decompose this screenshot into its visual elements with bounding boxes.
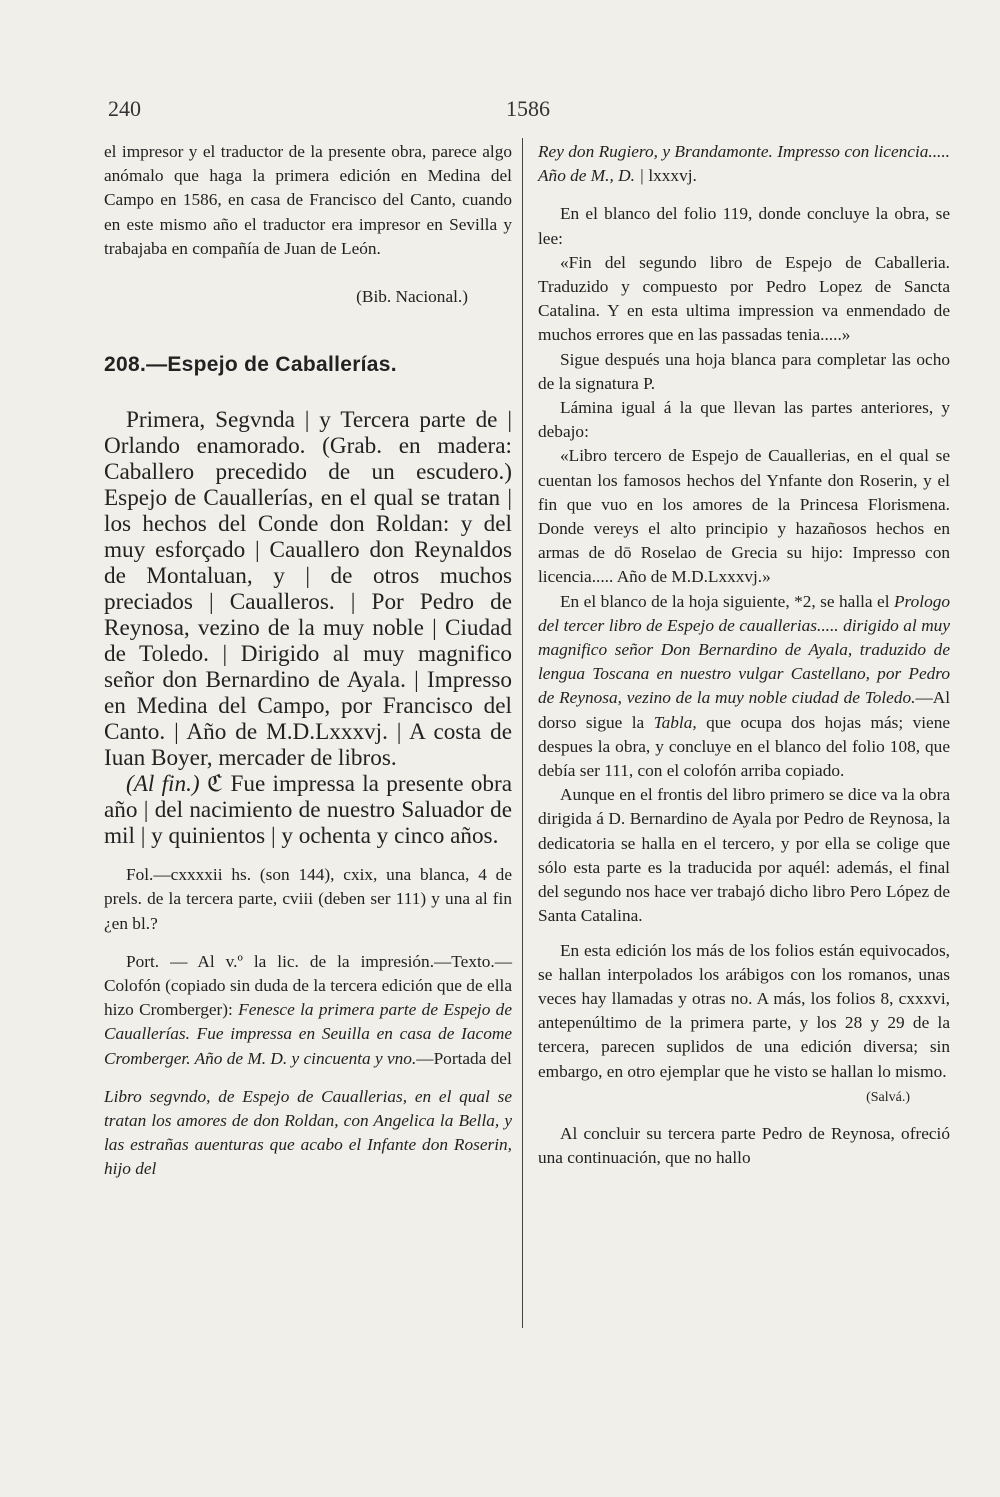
paragraph-folio-119: En el blanco del folio 119, donde concluye la obra, se lee: bbox=[538, 204, 950, 248]
cromberger-colophon: Fenesce la primera parte de Espejo de Cauallerías. Fue impressa en Seuilla en casa de Iacome Cromberger. Año de M. D. y cincuenta y vno. bbox=[104, 1000, 512, 1068]
port-tail: —Portada del bbox=[416, 1048, 512, 1068]
paragraph-prologo bbox=[538, 590, 950, 784]
left-column bbox=[104, 140, 512, 1182]
port-description bbox=[104, 950, 512, 1071]
title-continuation bbox=[538, 140, 950, 188]
bib-nacional-citation: (Bib. Nacional.) bbox=[356, 287, 468, 307]
paragraph-lamina: Lámina igual á la que llevan las partes anteriores, y debajo: bbox=[538, 398, 950, 442]
paragraph-frontis: Aunque en el frontis del libro primero se dice va la obra dirigida á D. Bernardino de Ayala por Pedro de Reynosa, la dedicatoria se halla en el tercero, y por ella se colige que sólo esta parte es la traducida por aquél: además, el final del segundo nos hace ver trabajó dicho libro Pero López de Santa Catalina. bbox=[538, 785, 950, 926]
colophon-text: ℭ Fue impressa la presente obra año | del nacimiento de nuestro Saluador de mil | y quinientos | y ochenta y cinco años. bbox=[104, 771, 512, 850]
prologo-end: que ocupa dos hojas más; viene despues la obra, y concluye en el blanco del folio 108, que debía ser 111, con el colofón arriba copiado. bbox=[538, 712, 950, 781]
right-column bbox=[538, 140, 950, 1170]
prologo-tabla: Tabla, bbox=[653, 712, 697, 732]
colophon-label: (Al fin.) bbox=[126, 771, 200, 798]
title-page-transcription: Primera, Segvnda | y Tercera parte de | Orlando enamorado. (Grab. en madera: Caballero precedido de un escudero.) Espejo de Cauallerías, en el qual se tratan | los hechos del Conde don Roldan: y del muy esforçado | Cauallero don Reynaldos de Montaluan, y | de otros muchos preciados | Caualleros. | Por Pedro de Reynosa, vezino de la muy noble | Ciudad de Toledo. | Dirigido al muy magnifico señor don Bernardino de Ayala. | Impresso en Medina del Campo, por Francisco del Canto. | Año de M.D.Lxxxvj. | A costa de Iuan Boyer, mercader de libros. bbox=[104, 407, 512, 772]
title-continuation-tail: lxxxvj. bbox=[644, 166, 697, 186]
prologo-intro: En el blanco de la hoja siguiente, *2, se halla el bbox=[560, 591, 894, 611]
paragraph-hoja-blanca: Sigue después una hoja blanca para completar las ocho de la signatura P. bbox=[538, 349, 950, 393]
intro-paragraph: el impresor y el traductor de la presente obra, parece algo anómalo que haga la primera edición en Medina del Campo en 1586, en casa de Francisco del Canto, cuando en este mismo año el traductor era impresor en Sevilla y trabajaba en compañía de Juan de León. bbox=[104, 142, 512, 258]
salva-citation: (Salvá.) bbox=[866, 1089, 910, 1105]
prologo-title: Prologo del tercer libro de Espejo de cauallerias..... dirigido al muy magnifico señor Don Bernardino de Ayala, traduzido de lengua Toscana en nuestro vulgar Castellano, por Pedro de Reynosa, vezino de la muy noble ciudad de Toledo. bbox=[538, 591, 950, 708]
page-header bbox=[104, 96, 954, 126]
page-number: 240 bbox=[108, 96, 141, 121]
page-year: 1586 bbox=[506, 96, 550, 121]
port-text: Port. — Al v.º la lic. de la impresión.—Texto.—Colofón (copiado sin duda de la tercera edición que de ella hizo Cromberger): bbox=[104, 951, 512, 1020]
colophon-transcription bbox=[104, 771, 512, 849]
entry-heading: 208.—Espejo de Caballerías. bbox=[104, 353, 397, 377]
folio-description: Fol.—cxxxxii hs. (son 144), cxix, una blanca, 4 de prels. de la tercera parte, cviii (deben ser 111) y una al fin ¿en bl.? bbox=[104, 865, 512, 933]
column-divider bbox=[522, 138, 523, 1328]
prologo-middle: —Al dorso sigue la bbox=[538, 688, 950, 732]
paragraph-fin-segundo-libro: «Fin del segundo libro de Espejo de Caballeria. Traduzido y compuesto por Pedro Lopez de Sancta Catalina. Y en esta ultima impression va enmendado de muchos errores que en las passadas tenia.....» bbox=[538, 252, 950, 345]
paragraph-continuacion: Al concluir su tercera parte Pedro de Reynosa, ofreció una continuación, que no hallo bbox=[538, 1123, 950, 1167]
libro-segundo-title: Libro segvndo, de Espejo de Cauallerias, en el qual se tratan los amores de don Roldan, con Angelica la Bella, y las estrañas auenturas que acabo el Infante don Roserin, hijo del bbox=[104, 1086, 512, 1179]
paragraph-folios: En esta edición los más de los folios están equivocados, se hallan interpolados los arábigos con los romanos, unas veces hay llamadas y otras no. A más, los folios 8, cxxxvi, antepenúltimo de la primera parte, y los 28 y 29 de la tercera, parecen suplidos de una edición diversa; sin embargo, en otro ejemplar que he visto se hallan lo mismo. bbox=[538, 940, 950, 1081]
title-continuation-italic: Rey don Rugiero, y Brandamonte. Impresso con licencia..... Año de M., D. | bbox=[538, 142, 950, 186]
paragraph-libro-tercero: «Libro tercero de Espejo de Cauallerias, en el qual se cuentan los famosos hechos del Ynfante don Roserin, y el fin que vuo en los amores de la Princesa Florismena. Donde vereys el alto principio y hazañosos hechos en armas de dō Roselao de Grecia su hijo: Impresso con licencia..... Año de M.D.Lxxxvj.» bbox=[538, 446, 950, 587]
